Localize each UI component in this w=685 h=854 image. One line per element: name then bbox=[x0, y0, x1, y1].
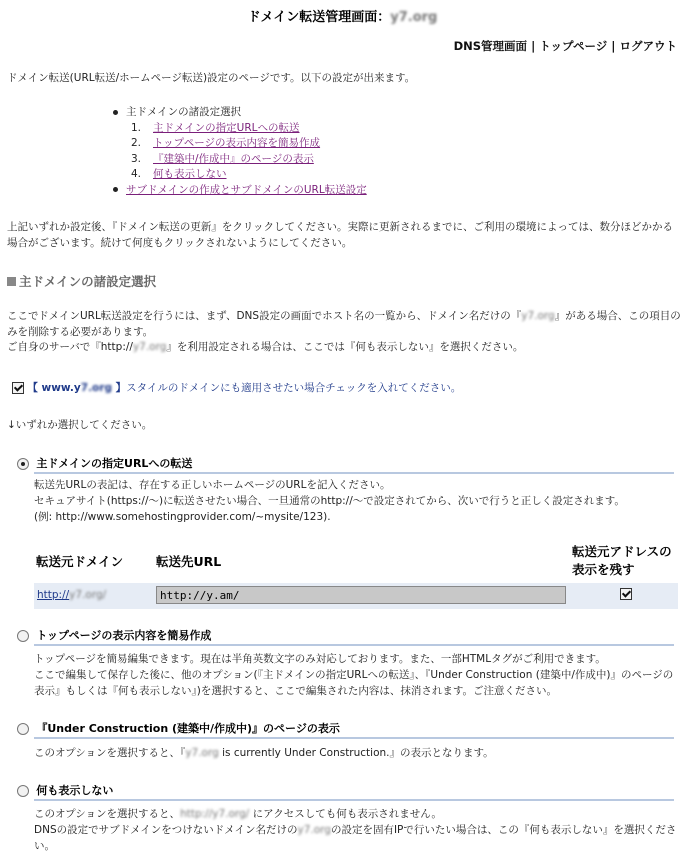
menu-link-nothing[interactable]: 何も表示しない bbox=[153, 168, 227, 180]
section-desc-text: 』を利用設定される場合は、ここでは『何も表示しない』を選択ください。 bbox=[166, 341, 524, 353]
option-nothing bbox=[17, 782, 113, 798]
nothing-desc-line bbox=[34, 822, 679, 854]
settings-menu bbox=[113, 105, 367, 198]
bullet-icon bbox=[113, 187, 118, 192]
bullet-icon bbox=[113, 110, 118, 115]
menu-list-item bbox=[131, 121, 367, 137]
update-notice: 上記いずれか設定後、『ドメイン転送の更新』をクリックしてください。実際に更新されるまでに、ご利用の環境によっては、数分ほどかかる場合がございます。続けて何度もクリックされないようにしてください。 bbox=[7, 221, 674, 249]
section-title bbox=[7, 272, 156, 290]
nothing-title: 何も表示しない bbox=[36, 784, 114, 797]
menu-link-subdomain[interactable]: サブドメインの作成とサブドメインのURL転送設定 bbox=[126, 183, 367, 196]
construction-desc-text: このオプションを選択すると、『 bbox=[34, 747, 186, 759]
nothing-desc-line bbox=[34, 806, 679, 822]
domain-name: y7.org bbox=[521, 310, 555, 322]
page-title-domain: y7.org bbox=[390, 10, 438, 25]
toppage-desc-line: トップページを簡易編集できます。現在は半角英数文字のみ対応しております。また、一部HTMLタグがご利用できます。 bbox=[34, 653, 606, 665]
col-keep-address bbox=[572, 543, 672, 579]
list-number: 3. bbox=[131, 152, 142, 165]
option-divider bbox=[34, 737, 674, 739]
option-divider bbox=[34, 644, 674, 646]
option-divider bbox=[34, 799, 674, 801]
toppage-desc-line: ここで編集して保存した後に、他のオプション(『主ドメインの指定URLへの転送』、『Under Construction (建築中/作成中)』のページの表示』もしくは『何も表示しない』)を選択すると、ここで編集された内容は、抹消されます。ご注意ください。 bbox=[34, 669, 674, 697]
toppage-description bbox=[34, 651, 679, 699]
target-url-input[interactable]: http://y.am/ bbox=[156, 586, 566, 604]
menu-main-item bbox=[113, 105, 367, 121]
page-title-text: ドメイン転送管理画面： bbox=[247, 10, 391, 25]
redirect-desc-line: 転送先URLの表記は、存在する正しいホームページのURLを記入ください。 bbox=[34, 479, 391, 491]
col-keep-line: 表示を残す bbox=[572, 562, 635, 577]
domain-url-link[interactable] bbox=[180, 808, 249, 820]
choose-prompt: ↓いずれか選択してください。 bbox=[7, 419, 153, 431]
construction-description bbox=[34, 745, 679, 761]
menu-main-label: 主ドメインの諸設定選択 bbox=[126, 106, 242, 118]
menu-sub-list bbox=[113, 121, 367, 183]
redirect-description bbox=[34, 477, 679, 525]
redirect-title: 主ドメインの指定URLへの転送 bbox=[36, 457, 193, 470]
menu-sub-item bbox=[113, 183, 367, 199]
dns-admin-link[interactable]: DNS管理画面 bbox=[453, 39, 528, 53]
nothing-description bbox=[34, 806, 679, 854]
top-nav bbox=[454, 38, 677, 54]
nothing-desc-text: DNSの設定でサブドメインをつけないドメイン名だけの bbox=[34, 824, 298, 836]
domain-url-text: http://y7.org/ bbox=[180, 808, 250, 820]
intro-text: ドメイン転送(URL転送/ホームページ転送)設定のページです。以下の設定が出来ます。 bbox=[7, 72, 416, 84]
option-toppage bbox=[17, 627, 211, 643]
www-option bbox=[12, 380, 461, 395]
redirect-desc-line: (例: http://www.somehostingprovider.com/~mysite/123). bbox=[34, 511, 331, 523]
menu-list-item bbox=[131, 136, 367, 152]
section-title-text: 主ドメインの諸設定選択 bbox=[19, 274, 157, 289]
keep-address-cell bbox=[620, 588, 632, 600]
nothing-radio[interactable] bbox=[17, 785, 29, 797]
source-domain: y7.org/ bbox=[69, 589, 107, 601]
menu-link-toppage[interactable]: トップページの表示内容を簡易作成 bbox=[153, 137, 321, 149]
toppage-radio[interactable] bbox=[17, 630, 29, 642]
col-source-domain: 転送元ドメイン bbox=[36, 554, 124, 569]
www-label-domain: 7.org bbox=[80, 382, 112, 394]
list-number: 2. bbox=[131, 137, 142, 149]
construction-title: 『Under Construction (建築中/作成中)』のページの表示 bbox=[36, 722, 340, 735]
section-desc-text: 』がある場合、この項目のみを削除する必要があります。 bbox=[7, 310, 681, 338]
www-label-text: スタイルのドメインにも適用させたい場合チェックを入れてください。 bbox=[126, 382, 462, 394]
option-divider bbox=[34, 472, 674, 474]
nothing-desc-text: このオプションを選択すると、 bbox=[34, 808, 181, 820]
construction-radio[interactable] bbox=[17, 723, 29, 735]
domain-name: y7.org bbox=[132, 341, 167, 353]
logout-link[interactable]: ログアウト bbox=[619, 39, 677, 53]
domain-name: y7.org bbox=[297, 824, 331, 836]
col-keep-line: 転送元アドレスの bbox=[572, 544, 672, 559]
menu-list-item bbox=[131, 167, 367, 183]
construction-desc-text: is currently Under Construction.』の表示となります。 bbox=[218, 747, 494, 759]
section-desc-text: ここでドメインURL転送設定を行うには、まず、DNS設定の画面でホスト名の一覧から、ドメイン名だけの『 bbox=[7, 310, 522, 322]
menu-link-construction[interactable]: 『建築中/作成中』のページの表示 bbox=[153, 152, 314, 165]
www-label-suffix: 】 bbox=[111, 382, 127, 394]
nothing-desc-text: にアクセスしても何も表示されません。 bbox=[249, 808, 442, 820]
source-prefix: http:// bbox=[37, 589, 70, 601]
nav-separator: | bbox=[611, 39, 616, 53]
square-bullet-icon bbox=[7, 277, 16, 286]
list-number: 4. bbox=[131, 168, 142, 180]
col-target-url: 転送先URL bbox=[156, 554, 222, 569]
menu-list-item bbox=[131, 152, 367, 168]
page-title bbox=[0, 6, 685, 25]
section-desc-text: ご自身のサーバで『http:// bbox=[7, 341, 133, 353]
domain-name: y7.org bbox=[185, 747, 219, 759]
www-checkbox[interactable] bbox=[12, 382, 24, 394]
menu-link-redirect[interactable]: 主ドメインの指定URLへの転送 bbox=[153, 121, 300, 134]
top-page-link[interactable]: トップページ bbox=[539, 39, 608, 53]
www-label-prefix: 【 www.y bbox=[27, 382, 81, 394]
nothing-desc-text: の設定を固有IPで行いたい場合は、この『何も表示しない』を選択ください。 bbox=[34, 824, 677, 852]
redirect-radio[interactable] bbox=[17, 458, 29, 470]
nav-separator: | bbox=[531, 39, 536, 53]
section-description bbox=[7, 309, 683, 356]
toppage-title: トップページの表示内容を簡易作成 bbox=[36, 629, 212, 642]
source-domain-link[interactable] bbox=[37, 589, 106, 601]
option-construction bbox=[17, 720, 340, 736]
source-domain-link-wrap bbox=[37, 589, 106, 601]
list-number: 1. bbox=[131, 121, 142, 134]
keep-address-checkbox[interactable] bbox=[620, 588, 632, 600]
redirect-desc-line: セキュアサイト(https://～)に転送させたい場合、一旦通常のhttp://～で設定されてから、次いで行うと正しく設定されます。 bbox=[34, 495, 625, 507]
option-redirect bbox=[17, 455, 192, 471]
